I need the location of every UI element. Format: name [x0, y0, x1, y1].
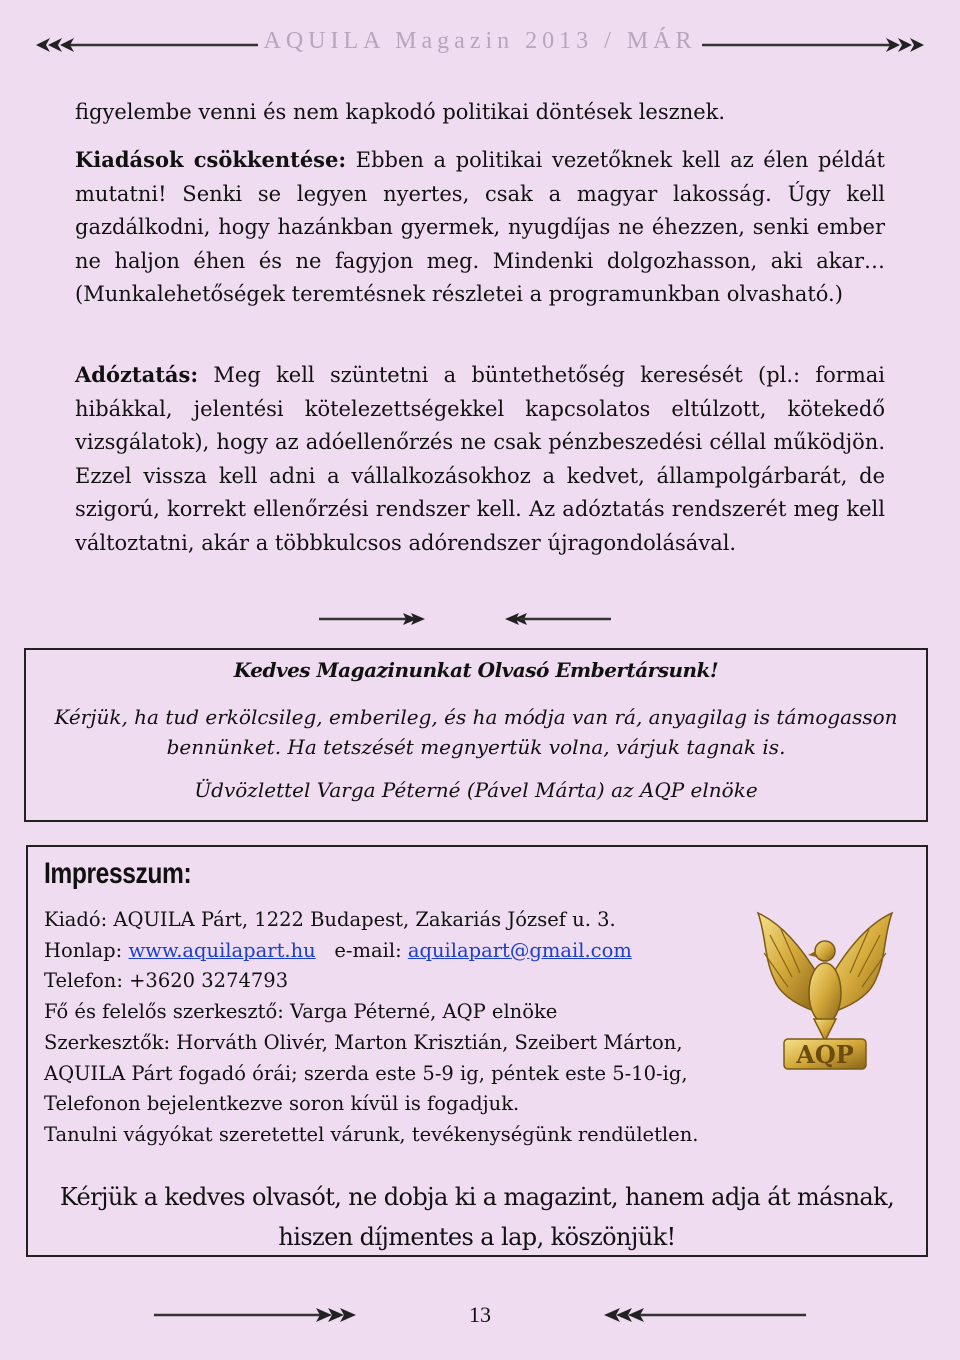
section-taxation-text: Meg kell szüntetni a büntethetőség keresését (pl.: formai hibákkal, jelentési kötelezettségekkel kapcsolatos eltúlzott, kötekedő vizsgálatok), hogy az adóellenőrzés ne csak pénzbeszedési céllal működjön. Ezzel vissza kell adni a vállalkozásokhoz a kedvet, állampolgárbarát, de szigorú, korrekt ellenőrzési rendszer kell. Az adóztatás rendszerét meg kell változtatni, akár a többkulcsos adórendszer újragondolásával. [75, 363, 885, 555]
right-flourish-ornament [700, 30, 930, 60]
phone-note-line: Telefonon bejelentkezve soron kívül is fogadjuk. [44, 1092, 520, 1116]
intro-line: figyelembe venni és nem kapkodó politikai döntések lesznek. [75, 100, 726, 124]
support-heading: Kedves Magazinunkat Olvasó Embertársunk! [233, 658, 719, 682]
section-taxation-heading: Adóztatás: [75, 362, 199, 387]
support-text: Kérjük, ha tud erkölcsileg, emberileg, és ha módja van rá, anyagilag is támogasson bennünket. Ha tetszését megnyertük volna, várjuk tagnak is. [54, 705, 898, 759]
contact-line [44, 936, 698, 967]
section-divider-ornament [315, 606, 615, 632]
email-label: e-mail: [334, 938, 402, 962]
aqp-eagle-logo [740, 905, 910, 1085]
magazine-title: AQUILA Magazin 2013 / MÁR [263, 28, 697, 54]
phone-line: Telefon: +3620 3274793 [44, 969, 289, 993]
support-notice-box [24, 648, 928, 822]
publisher-line: Kiadó: AQUILA Párt, 1222 Budapest, Zakariás József u. 3. [44, 908, 616, 931]
bottom-right-flourish-ornament [600, 1302, 810, 1328]
section-expenses-text: Ebben a politikai vezetőknek kell az élen példát mutatni! Senki se legyen nyertes, csak a magyar lakosság. Úgy kell gazdálkodni, hogy hazánkban gyermek, nyugdíjas ne éhezzen, senki ember ne haljon éhen és ne fagyjon meg. Mindenki dolgozhasson, aki akar… (Munkalehetőségek teremtésnek részletei a programunkban olvasható.) [75, 148, 885, 306]
intro-paragraph [75, 96, 885, 130]
section-expenses [75, 143, 885, 312]
editors-line: Szerkesztők: Horváth Olivér, Marton Krisztián, Szeibert Márton, [44, 1030, 683, 1054]
office-hours-line: AQUILA Párt fogadó órái; szerda este 5-9 ig, péntek este 5-10-ig, [44, 1061, 688, 1085]
page-header [0, 22, 960, 62]
homepage-link[interactable]: www.aquilapart.hu [128, 938, 316, 962]
impressum-title: Impresszum: [44, 857, 192, 890]
homepage-label: Honlap: [44, 938, 123, 962]
support-signature: Üdvözlettel Varga Péterné (Pável Márta) az AQP elnöke [194, 778, 758, 802]
footer-note: Kérjük a kedves olvasót, ne dobja ki a magazint, hanem adja át másnak, hiszen díjmentes a lap, köszönjük! [59, 1183, 895, 1251]
page-number: 13 [469, 1302, 491, 1327]
logo-label: AQP [796, 1040, 854, 1069]
email-link[interactable]: aquilapart@gmail.com [407, 938, 632, 962]
impressum-details [44, 905, 698, 1151]
section-expenses-heading: Kiadások csökkentése: [75, 147, 347, 172]
chief-editor-line: Fő és felelős szerkesztő: Varga Péterné, AQP elnöke [44, 1000, 558, 1024]
section-taxation [75, 358, 885, 560]
impressum-box [26, 845, 928, 1257]
learners-line: Tanulni vágyókat szeretettel várunk, tevékenységünk rendületlen. [44, 1122, 699, 1146]
